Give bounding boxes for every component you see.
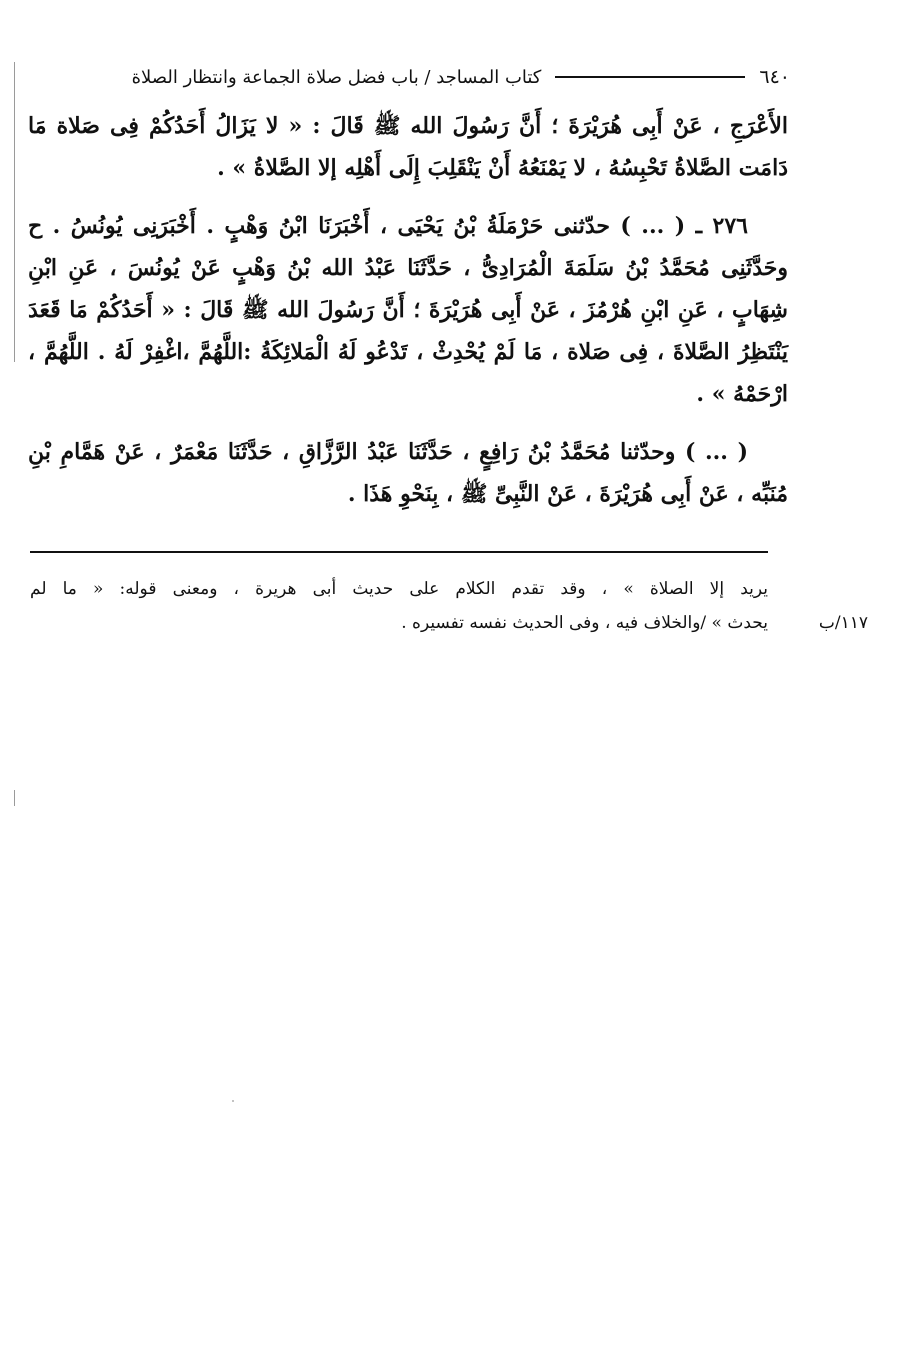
hadith-paragraph: الأَعْرَجِ ، عَنْ أَبِى هُرَيْرَةَ ؛ أَنَّ رَسُولَ الله ﷺ قَالَ : « لا يَزَالُ أَحَدُكُمْ فِى صَلاة مَا دَامَت الصَّلاةُ تَحْبِسُهُ ، لا يَمْنَعُهُ أَنْ يَنْقَلِبَ إِلَى أَهْلِه إلا الصَّلاةُ » . <box>28 113 788 181</box>
running-title: كتاب المساجد / باب فضل صلاة الجماعة وانتظار الصلاة <box>131 66 542 88</box>
footnote-text: يريد إلا الصلاة » ، وقد تقدم الكلام على حديث أبى هريرة ، ومعنى قوله: « ما لم <box>30 579 768 599</box>
footnote-separator <box>30 551 768 553</box>
main-text <box>28 105 788 515</box>
scan-margin-mark <box>14 790 15 806</box>
footnote-text: يحدث » /والخلاف فيه ، وفى الحديث نفسه تفسيره . <box>401 613 768 633</box>
manuscript-folio-reference: ١١٧/ب <box>818 613 868 633</box>
scan-speck <box>232 1100 234 1102</box>
scan-margin-line <box>14 62 15 362</box>
header-rule <box>555 76 745 78</box>
hadith-paragraph: ( ... ) وحدّثنا مُحَمَّدُ بْنُ رَافِعٍ ، حَدَّثَنَا عَبْدُ الرَّزَّاقِ ، حَدَّثَنَا مَعْمَرٌ ، عَنْ هَمَّامِ بْنِ مُنَبِّه ، عَنْ أَبِى هُرَيْرَةَ ، عَنْ النَّبِىِّ ﷺ ، بِنَحْوِ هَذَا . <box>28 439 788 507</box>
hadith-paragraph: ٢٧٦ ـ ( ... ) حدّثنى حَرْمَلَةُ بْنُ يَحْيَى ، أَخْبَرَنَا ابْنُ وَهْبٍ . أَخْبَرَنِى يُونُسُ . ح وحَدَّثَنِى مُحَمَّدُ بْنُ سَلَمَةَ الْمُرَادِىُّ ، حَدَّثَنَا عَبْدُ الله بْنُ وَهْبٍ عَنْ يُونُسَ ، عَنِ ابْنِ شِهَابٍ ، عَنِ ابْنِ هُرْمُزَ ، عَنْ أَبِى هُرَيْرَةَ ؛ أَنَّ رَسُولَ الله ﷺ قَالَ : « أَحَدُكُمْ مَا قَعَدَ يَنْتَظِرُ الصَّلاةَ ، فِى صَلاة ، مَا لَمْ يُحْدِثْ ، تَدْعُو لَهُ الْمَلائِكَةُ :اللَّهُمَّ ،اغْفِرْ لَهُ . اللَّهُمَّ ، ارْحَمْهُ » . <box>28 213 788 407</box>
page-number: ٦٤٠ <box>759 66 790 88</box>
footnote-line <box>30 606 868 640</box>
running-header <box>30 62 790 92</box>
footnotes <box>30 572 868 640</box>
footnote-line <box>30 572 868 606</box>
